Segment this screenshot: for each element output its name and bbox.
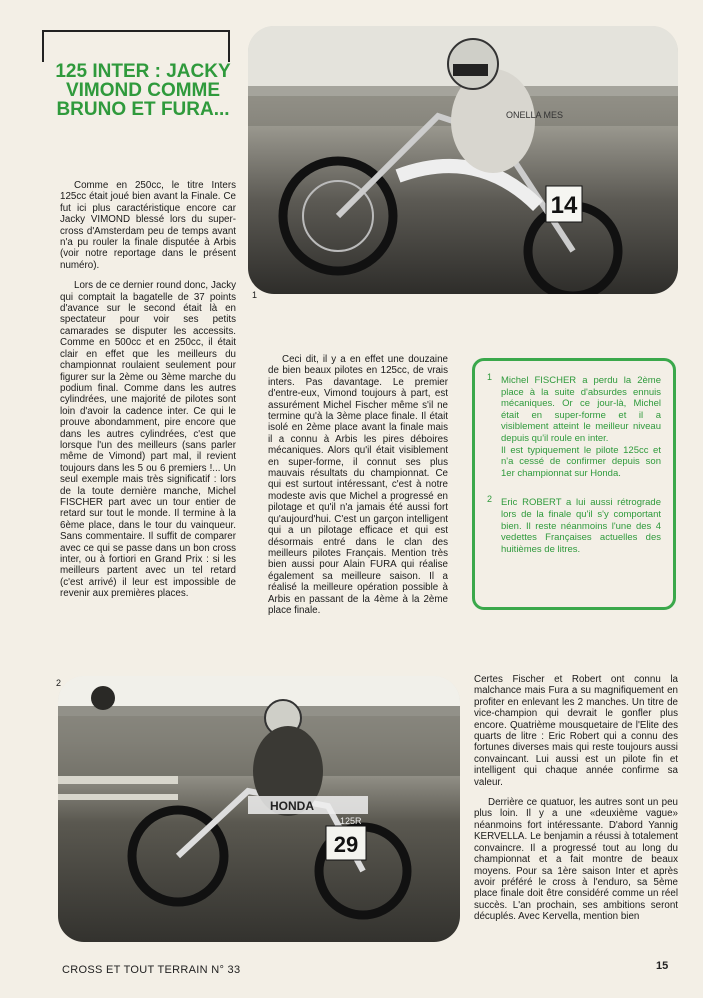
plate-number-text: 29	[333, 832, 359, 857]
column-2	[268, 354, 448, 625]
note-1-number: 1	[487, 372, 493, 382]
badge-text: 125R	[340, 816, 362, 826]
note-2	[487, 494, 661, 555]
jersey-text: ONELLA MES	[506, 110, 564, 120]
photo-2-caption-number: 2	[56, 678, 62, 688]
honda-text: HONDA	[270, 799, 314, 813]
col3-paragraph-2: Derrière ce quatuor, les autres sont un peu plus loin. Il y a une «deuxième vague» néanmoins fort intéressante. D'abord Yannig KERVELLA. Le benjamin a réussi à totalement convaincre. Il a progressé tout au long du championnat et a fait montre de beaux moyens. Pour sa 1ère saison Inter et après avoir préféré le cross à l'enduro, sa 5ème place finale doit être considéré comme un réel succès. L'an prochain, ses ambitions seront décuplés. Avec Kervella, mention bien	[474, 797, 678, 923]
page-number: 15	[656, 960, 669, 972]
note-1	[487, 372, 661, 479]
note-2-number: 2	[487, 494, 493, 505]
sidebox-notes	[472, 358, 676, 610]
plate-number-text: 14	[550, 192, 578, 219]
headline: 125 INTER : JACKY VIMOND COMME BRUNO ET FURA...	[55, 61, 231, 120]
col1-paragraph-2: Lors de ce dernier round donc, Jacky qui comptait la bagatelle de 37 points d'avance sur le second était là en spectateur pour voir ses petits camarades se disputer les accessits. Comme en 500cc et en 250cc, il était clair en effet que les meilleurs du championnat roulaient seulement pour figurer sur la 2ème ou 3ème marche du podium final. Comme dans les autres cylindrées, une majorité de pilotes sont loin d'avoir la cadence inter. Ce qui le prouve abondamment, pire encore que dans les autres cylindrées, c'est que lorsque l'un des meilleurs (sans parler même de Vimond) part mal, il revient toujours dans les 5 ou 6 premiers !... Un seul exemple mais très significatif : lors de la toute dernière manche, Michel FISCHER part avec un tour entier de retard sur tout le monde. Il termine à la 6ème place, dans le tour du vainqueur. Sans commentaire. Il suffit de comparer avec ce qui se passe dans un bon cross inter, ou à fortiori en Grand Prix : si les meilleurs partent avec un tel retard (c'est arrivé) il leur est impossible de revenir aux premières places.	[60, 280, 236, 600]
column-3	[474, 674, 678, 932]
headline-frame	[42, 30, 230, 62]
col3-paragraph-1: Certes Fischer et Robert ont connu la malchance mais Fura a su magnifiquement en profiter en enlevant les 2 manches. Un titre de vice-champion qui devrait le gonfler plus encore. Quatrième mousquetaire de l'Elite des quarts de litre : Eric Robert qui a connu des fortunes diverses mais qui reste toujours aussi convaincant. Lui aussi est un pilote fin et intelligent qui chaque année confirme sa valeur.	[474, 674, 678, 788]
photo-1-caption-number: 1	[252, 290, 258, 300]
note-1-text: Michel FISCHER a perdu la 2ème place à la suite d'absurdes ennuis mécaniques. Or ce jour-là, Michel était en super-forme et il a visiblement atteint le meilleur niveau depuis qu'il roule en inter.	[501, 375, 661, 444]
column-1	[60, 180, 236, 609]
magazine-footer: CROSS ET TOUT TERRAIN N° 33	[62, 964, 241, 976]
note-1-text-cont: Il est typiquement le pilote 125cc et n'a cessé de confirmer depuis son 1er championnat sur Honda.	[501, 444, 661, 479]
motocross-honda-photo	[58, 676, 460, 942]
photo-2	[58, 676, 460, 942]
note-2-text: Eric ROBERT a lui aussi rétrograde lors de la finale qu'il s'y comportant bien. Il reste néanmoins l'une des 4 vedettes Françaises actuelles des huitièmes de litres.	[501, 497, 661, 555]
motocross-rider-photo	[248, 26, 678, 294]
col2-paragraph-1: Ceci dit, il y a en effet une douzaine de bien beaux pilotes en 125cc, de vrais inters. Pas davantage. Le premier d'entre-eux, Vimond toujours à part, est assurément Michel Fischer même s'il ne termine qu'à la 3ème place finale. Il était isolé en 2ème place avant la finale mais il a connu à Arbis les pires déboires mécaniques. Alors qu'il était visiblement en super-forme, il connut ses plus mauvais résultats du championnat. Ce qui est surtout intéressant, c'est à notre modeste avis que Michel a progressé en pilotage et qu'il n'a jamais été aussi fort qu'aujourd'hui. C'est un garçon intelligent qui a un pilotage efficace et qui est désormais entré dans le clan des meilleurs pilotes Français. Mention très bien aussi pour Alain FURA qui réalise également sa meilleure saison. Il a réalisé la meilleure opération possible à Arbis en passant de la 4ème à la 2ème place finale.	[268, 354, 448, 616]
col1-paragraph-1: Comme en 250cc, le titre Inters 125cc était joué bien avant la Finale. Ce fut ici plus caractéristique encore car Jacky VIMOND blessé lors du super-cross d'Amsterdam peu de temps avant n'a pu rouler la finale disputée à Arbis (voir notre reportage dans le présent numéro).	[60, 180, 236, 271]
photo-1	[248, 26, 678, 294]
